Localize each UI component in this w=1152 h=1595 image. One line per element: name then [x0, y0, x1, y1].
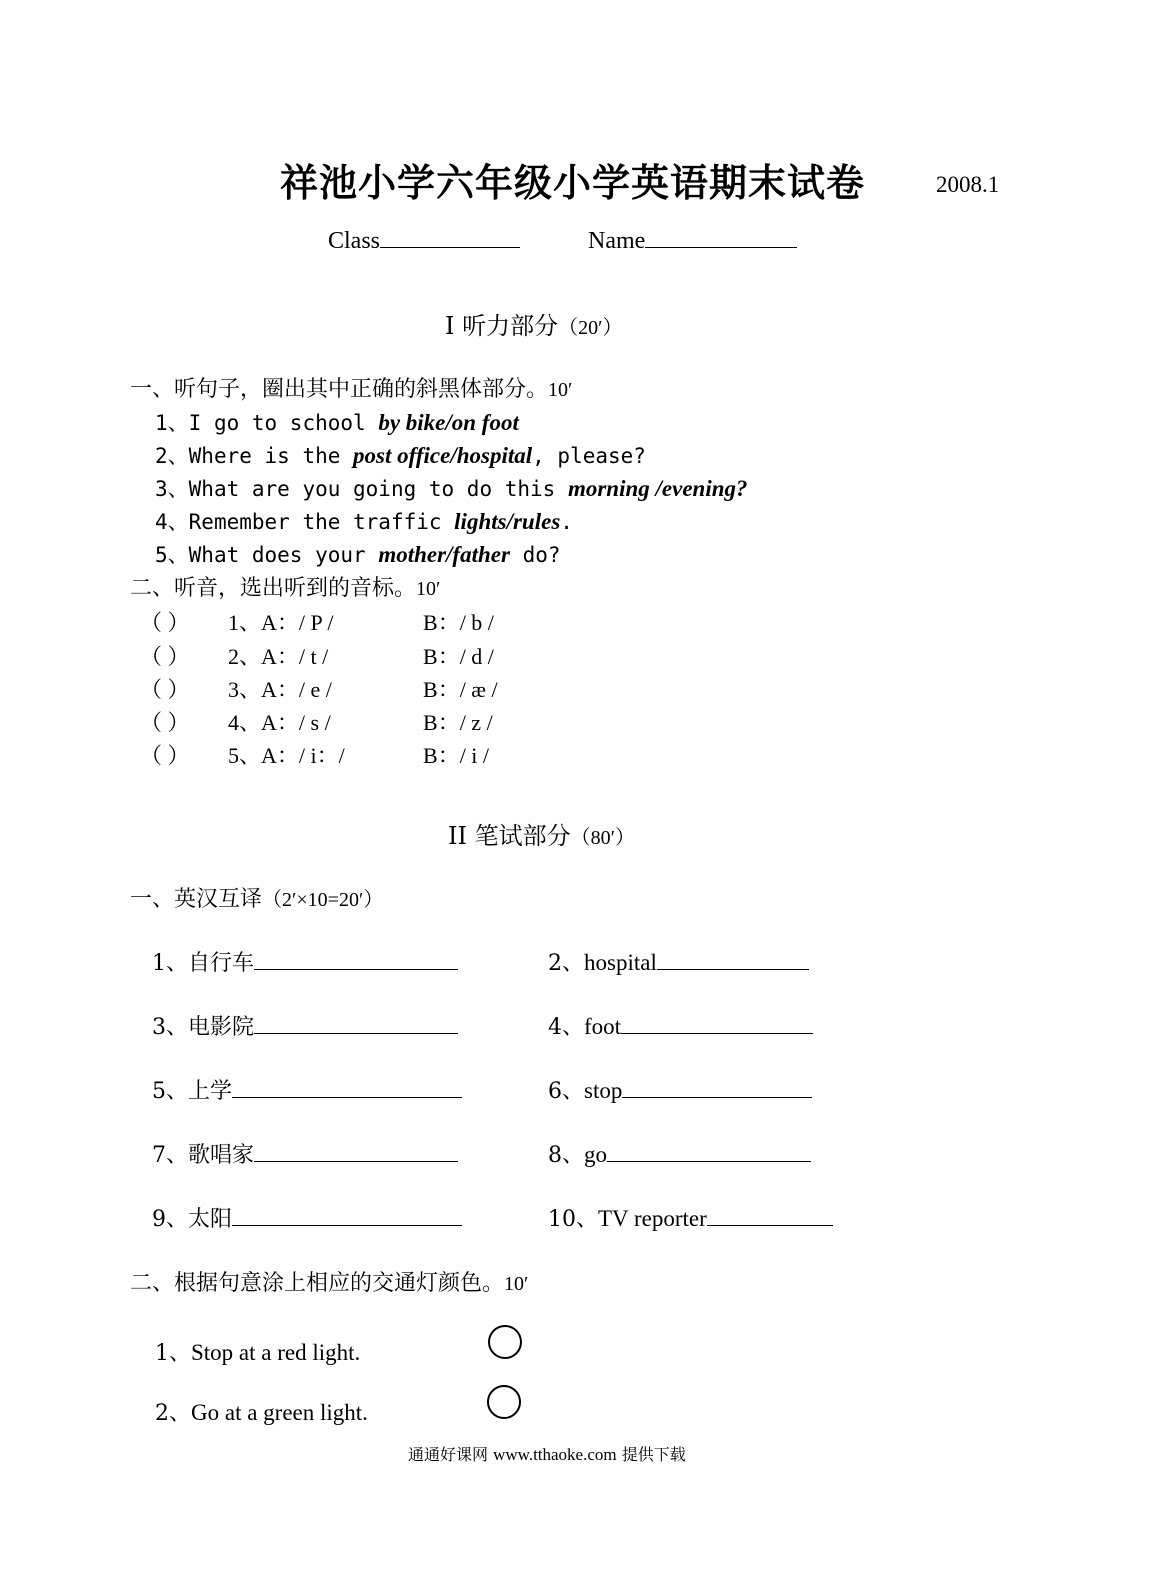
answer-blank[interactable] [621, 1032, 813, 1034]
answer-paren[interactable]: （ ） [140, 743, 190, 768]
answer-blank[interactable] [232, 1224, 462, 1226]
exam-date: 2008.1 [936, 172, 1000, 197]
sentence-item: 1、I go to school by bike/on foot [155, 410, 519, 435]
class-blank[interactable] [380, 246, 520, 248]
translation-item: 3、电影院 [152, 1010, 458, 1041]
answer-blank[interactable] [254, 968, 458, 970]
section-listening-points: （20′） [558, 317, 623, 339]
translation-item: 9、太阳 [152, 1202, 462, 1233]
sentence-item: 5、What does your mother/father do? [155, 542, 561, 567]
answer-blank[interactable] [657, 968, 809, 970]
traffic-light-circle[interactable] [487, 1385, 521, 1419]
circle-option[interactable]: by bike/on foot [378, 410, 519, 435]
translation-item: 4、foot [548, 1010, 813, 1041]
name-field [588, 228, 797, 255]
circle-option[interactable]: morning /evening? [567, 476, 748, 501]
translation-item: 1、自行车 [152, 946, 458, 977]
translation-item: 8、go [548, 1138, 811, 1169]
listening-q1-heading: 一、听句子，圈出其中正确的斜黑体部分。10′ [130, 377, 573, 402]
answer-paren[interactable]: （ ） [140, 677, 190, 702]
answer-blank[interactable] [622, 1096, 812, 1098]
traffic-light-item: 1、Stop at a red light. [155, 1340, 361, 1366]
writing-q1-heading: 一、英汉互译（2′×10=20′） [130, 887, 384, 912]
translation-item: 7、歌唱家 [152, 1138, 458, 1169]
section-writing-heading: II 笔试部分（80′） [448, 822, 635, 850]
answer-paren[interactable]: （ ） [140, 644, 190, 669]
answer-blank[interactable] [254, 1032, 458, 1034]
sentence-item: 2、Where is the post office/hospital, please? [155, 443, 646, 468]
listening-q2-heading: 二、听音，选出听到的音标。10′ [130, 576, 441, 601]
circle-option[interactable]: lights/rules [454, 509, 561, 534]
circle-option[interactable]: mother/father [378, 542, 510, 567]
name-label: Name [588, 228, 646, 254]
answer-blank[interactable] [254, 1160, 458, 1162]
section-listening-heading: I 听力部分（20′） [445, 312, 623, 340]
sentence-item: 3、What are you going to do this morning /evening? [155, 476, 748, 501]
phonetic-item: （ ） 3、A：/ e / B：/ æ / [140, 673, 498, 704]
phonetic-item: （ ） 2、A：/ t / B：/ d / [140, 640, 494, 671]
phonetic-item: （ ） 5、A：/ i：/ B：/ i / [140, 739, 489, 770]
footer: 通通好课网 www.tthaoke.com 提供下载 [408, 1445, 686, 1464]
name-blank[interactable] [645, 246, 797, 248]
footer-url[interactable]: www.tthaoke.com [493, 1445, 617, 1464]
phonetic-item: （ ） 1、A：/ P / B：/ b / [140, 606, 494, 637]
answer-blank[interactable] [232, 1096, 462, 1098]
phonetic-item: （ ） 4、A：/ s / B：/ z / [140, 706, 493, 737]
circle-option[interactable]: post office/hospital [353, 443, 533, 468]
traffic-light-item: 2、Go at a green light. [155, 1400, 368, 1426]
class-field [328, 228, 520, 255]
translation-item: 10、TV reporter [548, 1202, 833, 1233]
section-writing-points: （80′） [570, 827, 635, 849]
answer-paren[interactable]: （ ） [140, 710, 190, 735]
sentence-item: 4、Remember the traffic lights/rules. [155, 509, 573, 534]
answer-paren[interactable]: （ ） [140, 610, 190, 635]
translation-item: 5、上学 [152, 1074, 462, 1105]
traffic-light-circle[interactable] [488, 1325, 522, 1359]
page-title: 祥池小学六年级小学英语期末试卷 [280, 160, 866, 205]
answer-blank[interactable] [707, 1224, 833, 1226]
writing-q2-heading: 二、根据句意涂上相应的交通灯颜色。10′ [130, 1271, 529, 1296]
translation-item: 2、hospital [548, 946, 809, 977]
answer-blank[interactable] [607, 1160, 811, 1162]
class-label: Class [328, 228, 381, 254]
translation-item: 6、stop [548, 1074, 812, 1105]
